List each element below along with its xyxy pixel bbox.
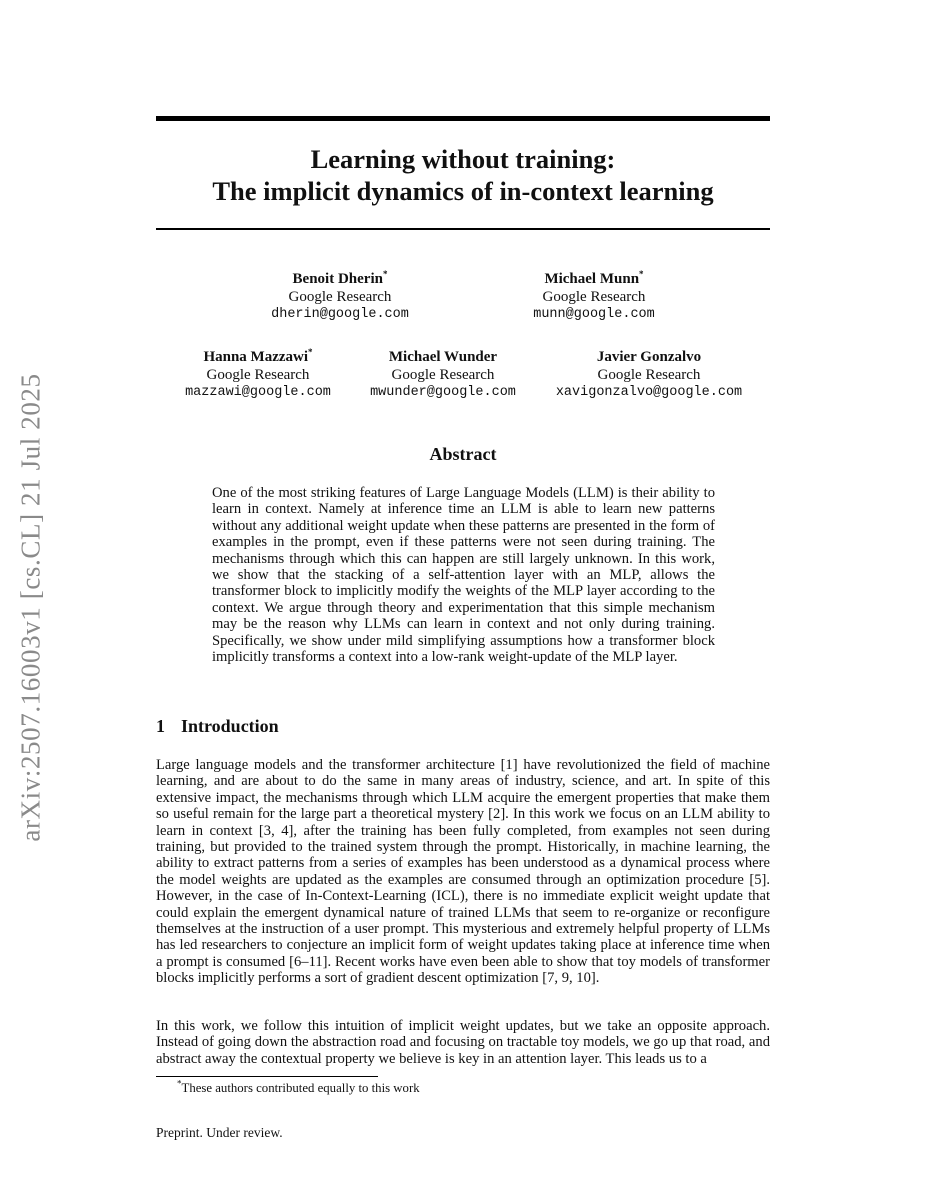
author-email: mazzawi@google.com [185, 385, 331, 400]
author-affiliation: Google Research [288, 288, 392, 305]
author-affiliation: Google Research [597, 366, 701, 383]
author-name: Javier Gonzalvo [596, 349, 702, 365]
section-number: 1 [156, 716, 165, 736]
author-name: Hanna Mazzawi* [203, 347, 313, 365]
author-block [240, 271, 440, 324]
footnote-mark: * [177, 1078, 182, 1089]
author-email: dherin@google.com [271, 307, 409, 322]
author-email: xavigonzalvo@google.com [555, 385, 743, 400]
paper-title [156, 143, 770, 207]
arxiv-identifier-stamp [10, 345, 52, 870]
author-email: mwunder@google.com [370, 385, 516, 400]
title-rule [156, 228, 770, 230]
footnote-text: These authors contributed equally to this work [181, 1081, 420, 1095]
author-name: Benoit Dherin* [292, 269, 388, 287]
section-heading-introduction [156, 716, 279, 737]
body-paragraph: Large language models and the transformer architecture [1] have revolutionized the field of machine learning, and are about to do the same in many areas of industry, science, and art. In spite of this extensive impact, the mechanisms through which LLM acquire the emergent properties that make them so useful remain for the large part a theoretical mystery [2]. In this work we focus on an LLM ability to learn in context [3, 4], after the training has been fully completed, from examples not seen during training, but provided to the trained system through the prompt. Historically, in machine learning, the ability to extract patterns from a series of examples has been understood as a dynamical process where the model weights are updated as the examples are consumed through an optimization procedure [5]. However, in the case of In-Context-Learning (ICL), there is no immediate explicit weight update that could explain the emergent dynamical nature of trained LLMs that seem to re-organize or reconfigure themselves at the instruction of a user prompt. This mysterious and extremely helpful property of LLMs has led researchers to conjecture an implicit form of weight updates taking place at inference time when a prompt is consumed [6–11]. Recent works have even been able to show that toy models of transformer blocks implicitly performs a sort of gradient descent optimization [7, 9, 10]. [156, 757, 770, 987]
author-name: Michael Munn* [544, 269, 644, 287]
title-line-1: Learning without training: [310, 144, 616, 174]
top-rule [156, 116, 770, 121]
abstract-text: One of the most striking features of Large Language Models (LLM) is their ability to learn in context. Namely at inference time an LLM is able to learn new patterns without any additional weight update when these patterns are presented in the form of examples in the prompt, even if these patterns were not seen during training. The mechanisms through which this can happen are still largely unknown. In this work, we show that the stacking of a self-attention layer with an MLP, allows the transformer block to implicitly modify the weights of the MLP layer according to the context. We argue through theory and experimentation that this simple mechanism may be the reason why LLMs can learn in context and not only during training. Specifically, we show under mild simplifying assumptions how a transformer block implicitly transforms a context into a low-rank weight-update of the MLP layer. [212, 485, 715, 666]
footnote [177, 1078, 420, 1096]
title-line-2: The implicit dynamics of in-context learning [212, 176, 714, 206]
section-title: Introduction [181, 716, 279, 736]
arxiv-identifier-text: arXiv:2507.16003v1 [cs.CL] 21 Jul 2025 [15, 373, 46, 842]
body-paragraph: In this work, we follow this intuition of implicit weight updates, but we take an opposite approach. Instead of going down the abstraction road and focusing on tractable toy models, we go up that road, and abstract away the contextual property we believe is key in an attention layer. This leads us to a [156, 1018, 770, 1067]
footnote-rule [156, 1076, 378, 1077]
author-name: Michael Wunder [388, 349, 498, 365]
author-block [343, 349, 543, 402]
author-affiliation: Google Research [206, 366, 310, 383]
author-block [537, 349, 761, 402]
author-block [494, 271, 694, 324]
author-affiliation: Google Research [391, 366, 495, 383]
author-block [158, 349, 358, 402]
preprint-note: Preprint. Under review. [156, 1125, 283, 1140]
author-email: munn@google.com [533, 307, 655, 322]
abstract-heading: Abstract [429, 444, 497, 464]
author-affiliation: Google Research [542, 288, 646, 305]
